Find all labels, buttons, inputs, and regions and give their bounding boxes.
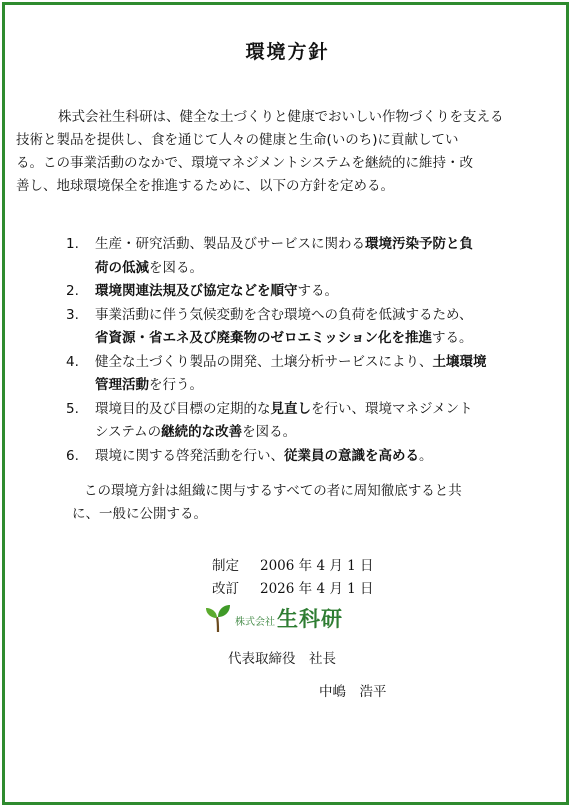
list-item: 4. 健全な土づくり製品の開発、土壌分析サービスにより、土壌環境 管理活動を行う。 — [66, 353, 487, 393]
company-logo — [205, 603, 343, 633]
closing-line: この環境方針は組織に関与するすべての者に周知徹底すると共 — [84, 483, 462, 499]
list-item: 2. 環境関連法規及び協定などを順守する。 — [66, 283, 338, 299]
list-item: 6. 環境に関する啓発活動を行い、従業員の意識を高める。 — [66, 447, 433, 464]
list-item: 1. 生産・研究活動、製品及びサービスに関わる環境汚染予防と負 荷の低減を図る。 — [66, 236, 473, 276]
dates-block — [212, 555, 374, 601]
list-item: 3. 事業活動に伴う気候変動を含む環境への負荷を低減するため、 省資源・省エネ及び廃棄物のゼロエミッション化を推進する。 — [66, 306, 473, 346]
list-item: 5. 環境目的及び目標の定期的な見直しを行い、環境マネジメント システムの継続的な改善を図る。 — [66, 400, 473, 440]
page-title: 環境方針 — [245, 41, 330, 63]
closing-paragraph — [72, 480, 554, 526]
representative-name: 中嶋 浩平 — [319, 684, 387, 700]
revised-date: 改訂 2026 年 4 月 1 日 — [212, 581, 374, 597]
intro-paragraph — [16, 106, 552, 198]
sprout-icon — [205, 603, 231, 633]
logo-company-name: 生科研 — [277, 607, 343, 631]
intro-line: 技術と製品を提供し、食を通じて人々の健康と生命(いのち)に貢献してい — [16, 132, 459, 148]
closing-line: に、一般に公開する。 — [72, 506, 207, 522]
intro-line: る。この事業活動のなかで、環境マネジメントシステムを継続的に維持・改 — [16, 155, 473, 171]
representative-title: 代表取締役 社長 — [228, 651, 336, 667]
policy-list — [66, 233, 552, 468]
intro-line: 株式会社生科研は、健全な土づくりと健康でおいしい作物づくりを支える — [58, 109, 504, 125]
intro-line: 善し、地球環境保全を推進するために、以下の方針を定める。 — [16, 178, 394, 194]
logo-small-text: 株式会社 — [235, 617, 275, 628]
established-date: 制定 2006 年 4 月 1 日 — [212, 558, 374, 574]
